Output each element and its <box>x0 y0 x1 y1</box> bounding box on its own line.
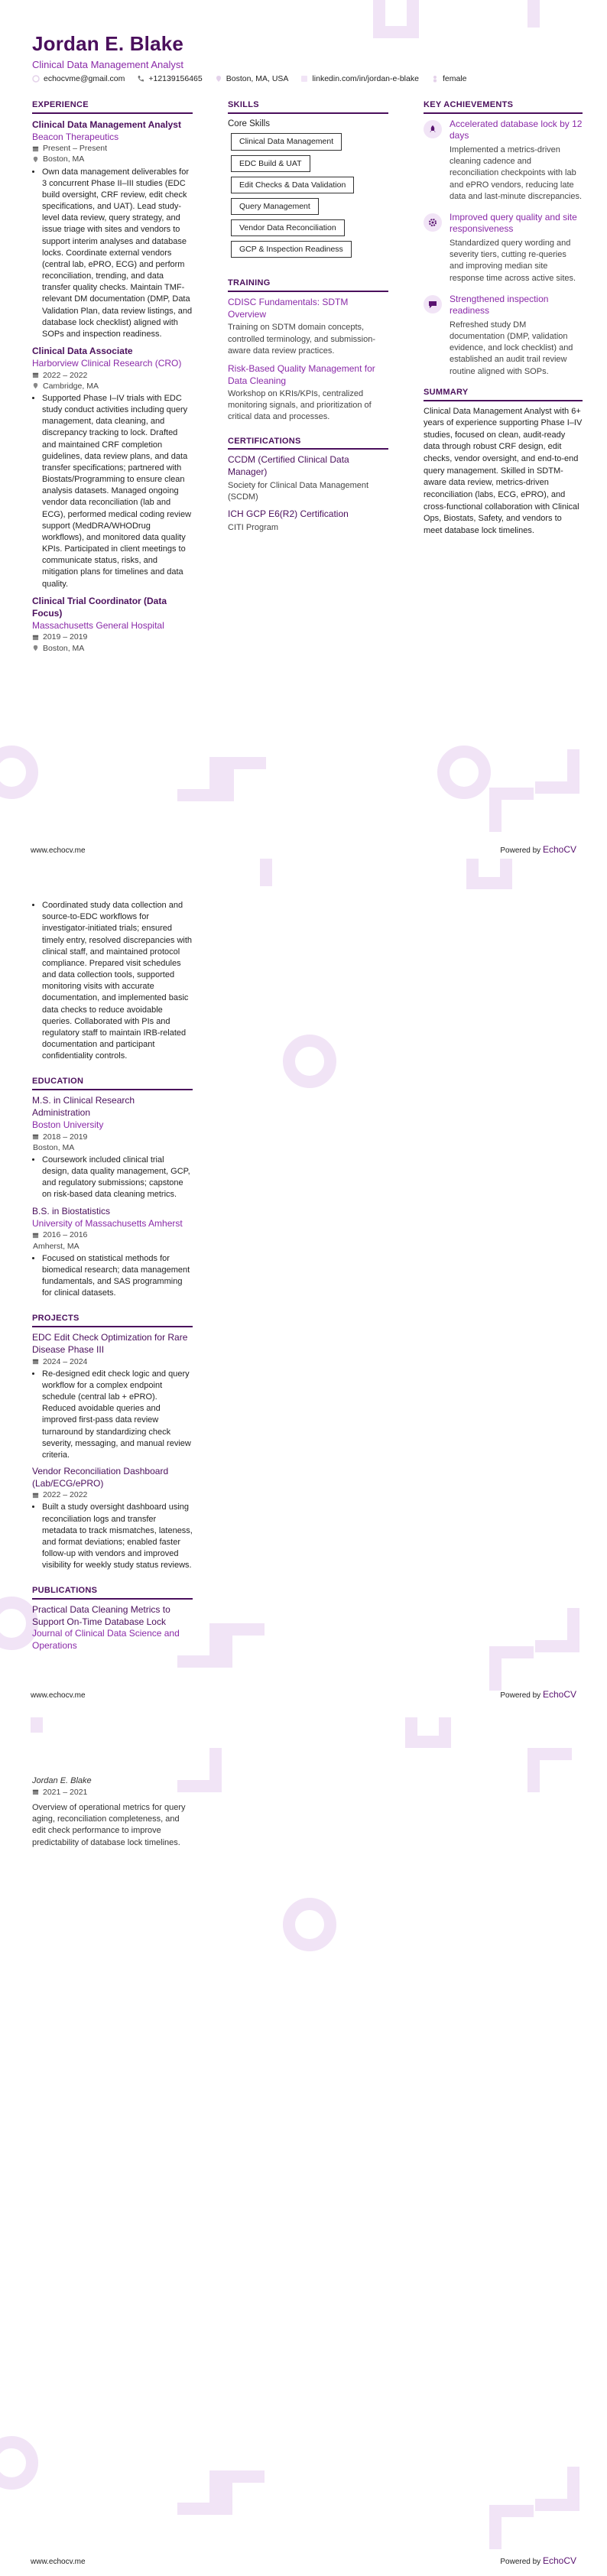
skill-chip: Edit Checks & Data Validation <box>231 177 354 193</box>
job-bullets <box>42 900 193 1062</box>
experience-item <box>32 595 193 654</box>
skills-heading: SKILLS <box>228 99 388 114</box>
summary-heading: SUMMARY <box>424 387 583 401</box>
job-location-text: Boston, MA <box>43 643 85 653</box>
decor-shape <box>222 757 266 801</box>
footer-powered-text: Powered by <box>500 2558 541 2566</box>
calendar-icon <box>32 1788 39 1795</box>
cert-org: Society for Clinical Data Management (SCDM) <box>228 480 369 502</box>
publications-heading: PUBLICATIONS <box>32 1585 193 1600</box>
page-1 <box>0 0 607 859</box>
skill-chip: GCP & Inspection Readiness <box>231 241 352 258</box>
job-bullets <box>42 393 193 590</box>
cert-org: CITI Program <box>228 522 279 532</box>
project-title: EDC Edit Check Optimization for Rare Disease Phase III <box>32 1332 188 1355</box>
page2-column <box>32 900 193 1652</box>
skill-chip: Query Management <box>231 198 319 215</box>
decor-shape <box>489 788 534 832</box>
project-dates-text: 2024 – 2024 <box>43 1356 88 1366</box>
publication-dates-text: 2021 – 2021 <box>43 1787 88 1797</box>
decor-shape <box>31 1717 76 1733</box>
achievement-item <box>424 212 583 284</box>
edu-bullets <box>42 1155 193 1201</box>
publication-desc: Overview of operational metrics for query aging, reconciliation completeness, and edit check performance to improve predictability of database lock timelines. <box>32 1803 186 1847</box>
calendar-icon <box>32 372 39 378</box>
phone-icon <box>137 75 144 83</box>
project-dates <box>32 1356 193 1367</box>
training-title: CDISC Fundamentals: SDTM Overview <box>228 297 349 320</box>
calendar-icon <box>32 634 39 641</box>
job-bullet: • Coordinated study data collection and source-to-EDC workflows for investigator-initiated trials; ensured timely entry, resolved discrepancies with clinical staff, and maintained protocol compliance. Prepared visit schedules and data collection tools, supported monitoring visits with accurate documentation, and implemented basic data checks to reduce avoidable queries. Collaborated with PIs and regulatory staff to maintain IRB-related documentation and participant confidentiality controls. <box>42 900 193 1062</box>
skill-chip: Vendor Data Reconciliation <box>231 219 345 236</box>
job-dates-text: 2019 – 2019 <box>43 632 88 642</box>
job-dates <box>32 370 193 381</box>
job-bullets <box>42 167 193 341</box>
decor-shape <box>489 2505 534 2549</box>
edu-dates-text: 2016 – 2016 <box>43 1230 88 1240</box>
gender-text: female <box>442 74 467 83</box>
contact-email[interactable] <box>32 73 125 84</box>
experience-item <box>32 345 193 590</box>
page-footer <box>31 843 576 856</box>
decor-shape <box>0 746 38 799</box>
job-location-text: Cambridge, MA <box>43 381 99 391</box>
decor-shape <box>220 1623 265 1668</box>
map-pin-icon <box>215 75 222 83</box>
page3-column <box>32 1775 193 1855</box>
degree: B.S. in Biostatistics <box>32 1205 111 1217</box>
publication-author: Jordan E. Blake <box>32 1776 92 1785</box>
decor-shape <box>437 746 491 799</box>
job-dates <box>32 143 193 154</box>
decor-shape <box>177 2470 222 2515</box>
skills-subheading: Core Skills <box>228 119 270 128</box>
training-desc: Workshop on KRIs/KPIs, centralized monitoring signals, and prioritization of critical data and processes. <box>228 389 372 422</box>
achievements-column <box>424 99 583 537</box>
contact-location <box>215 73 289 84</box>
footer-site[interactable]: www.echocv.me <box>31 2558 86 2566</box>
decor-shape <box>373 0 419 38</box>
footer-powered <box>500 2555 576 2568</box>
candidate-name: Jordan E. Blake <box>32 32 184 55</box>
project-item <box>32 1466 193 1571</box>
skill-chip: Clinical Data Management <box>231 133 342 150</box>
achievement-desc: Implemented a metrics-driven cleaning cadence and reconciliation checkpoints with lab and ePRO vendors, reducing late data and last-minute discrepancies. <box>450 145 583 201</box>
footer-site[interactable]: www.echocv.me <box>31 1691 86 1700</box>
achievements-heading: KEY ACHIEVEMENTS <box>424 99 583 114</box>
skill-chip: EDC Build & UAT <box>231 155 310 172</box>
cert-title: CCDM (Certified Clinical Data Manager) <box>228 454 349 478</box>
decor-shape <box>220 2470 265 2515</box>
map-pin-icon <box>32 382 39 389</box>
decor-shape <box>489 1646 534 1691</box>
project-bullets <box>42 1502 193 1571</box>
page-3 <box>0 1717 607 2576</box>
linkedin-icon <box>300 75 308 83</box>
training-desc: Training on SDTM domain concepts, controlled terminology, and submission-aware data review practices. <box>228 323 375 356</box>
decor-shape <box>260 859 306 886</box>
experience-column <box>32 99 193 654</box>
calendar-icon <box>32 1133 39 1140</box>
project-item <box>32 1332 193 1461</box>
decor-shape <box>527 1748 572 1792</box>
job-company: Massachusetts General Hospital <box>32 620 164 632</box>
job-dates-text: Present – Present <box>43 144 108 154</box>
footer-powered <box>500 1688 576 1701</box>
page-footer <box>31 1688 576 1701</box>
footer-brand[interactable]: EchoCV <box>542 844 576 855</box>
phone-text: +12139156465 <box>148 74 203 83</box>
decor-shape <box>405 1717 451 1748</box>
job-location <box>32 643 193 654</box>
decor-shape <box>466 859 512 889</box>
calendar-icon <box>32 1232 39 1239</box>
calendar-icon <box>32 1492 39 1499</box>
linkedin-text: linkedin.com/in/jordan-e-blake <box>312 74 419 83</box>
calendar-icon <box>32 145 39 152</box>
project-bullets <box>42 1369 193 1461</box>
edu-bullets <box>42 1253 193 1300</box>
calendar-icon <box>32 1358 39 1365</box>
email-text: echocvme@gmail.com <box>44 74 125 83</box>
decor-shape <box>283 1898 336 1951</box>
decor-shape <box>283 1035 336 1088</box>
projects-heading: PROJECTS <box>32 1313 193 1327</box>
achievement-item <box>424 119 583 203</box>
decor-shape <box>535 1608 579 1652</box>
contact-bar <box>32 73 466 84</box>
cert-title: ICH GCP E6(R2) Certification <box>228 508 349 520</box>
skills-column <box>228 99 388 540</box>
map-pin-icon <box>32 645 39 651</box>
project-dates-text: 2022 – 2022 <box>43 1490 88 1500</box>
achievement-desc: Refreshed study DM documentation (DMP, validation evidence, and lock checklist) and established an audit trail review routine aligned with SOPs. <box>450 320 573 376</box>
contact-linkedin[interactable] <box>300 73 419 84</box>
contact-gender <box>431 73 467 84</box>
decor-shape <box>535 2467 579 2511</box>
edu-location <box>32 1142 193 1153</box>
candidate-role: Clinical Data Management Analyst <box>32 59 183 70</box>
gear-icon <box>424 213 442 232</box>
education-item <box>32 1206 193 1300</box>
decor-shape <box>527 0 573 28</box>
training-title: Risk-Based Quality Management for Data Cleaning <box>228 362 375 386</box>
job-company: Harborview Clinical Research (CRO) <box>32 358 182 369</box>
project-bullet: • Built a study oversight dashboard using reconciliation logs and transfer metadata to track mismatches, lateness, and format deviations; enabled faster follow-up with vendors and improved visibility for weekly study status reviews. <box>42 1502 193 1571</box>
job-dates <box>32 632 193 642</box>
rocket-icon <box>424 120 442 138</box>
person-icon <box>431 75 439 83</box>
job-bullet: • Own data management deliverables for 3 concurrent Phase II–III studies (EDC build oversight, CRF review, edit check specifications, and UAT). Lead study-level data review, query strategy, and issue triage with sites and vendors to support interim analyses and database locks. Coordinate external vendors (central lab, ePRO, ECG) and perform reconciliation, trending, and data transfer quality checks. Maintain TMF-relevant DM documentation (DMP, Data Validation Plan, data review listings, and database lock checklist) aligned with SOPs and inspection readiness. <box>42 167 193 341</box>
page-footer <box>31 2555 576 2568</box>
achievement-title: Strengthened inspection readiness <box>450 293 549 317</box>
edu-dates <box>32 1132 193 1142</box>
job-dates-text: 2022 – 2022 <box>43 370 88 380</box>
achievement-title: Accelerated database lock by 12 days <box>450 118 583 141</box>
job-title: Clinical Data Management Analyst <box>32 119 181 130</box>
achievement-title: Improved query quality and site responsiveness <box>450 211 577 235</box>
footer-powered <box>500 843 576 856</box>
education-heading: EDUCATION <box>32 1076 193 1090</box>
footer-brand[interactable]: EchoCV <box>542 1689 576 1700</box>
decor-shape <box>177 757 222 801</box>
education-item <box>32 1095 193 1200</box>
job-location-text: Boston, MA <box>43 154 85 164</box>
footer-site[interactable]: www.echocv.me <box>31 846 86 855</box>
project-title: Vendor Reconciliation Dashboard (Lab/ECG/ePRO) <box>32 1466 169 1489</box>
edu-dates <box>32 1230 193 1240</box>
decor-shape <box>0 2436 38 2490</box>
edu-location-text: Boston, MA <box>33 1142 75 1152</box>
publication-journal: Journal of Clinical Data Science and Operations <box>32 1628 180 1652</box>
summary-text: Clinical Data Management Analyst with 6+ years of experience supporting Phase I–IV studies, focused on clean, audit-ready data through robust CRF design, edit checks, vendor oversight, and end-to-end query management. Skilled in SDTM-aware data review, metrics-driven reconciliation (labs, ECG, ePRO), and cross-functional collaboration with Clinical Ops, Biostats, Safety, and vendors to meet database lock timelines. <box>424 406 583 535</box>
school: Boston University <box>32 1119 104 1131</box>
job-location <box>32 154 193 164</box>
project-bullet: • Re-designed edit check logic and query workflow for a complex endpoint schedule (central lab + ePRO). Reduced avoidable queries and improved first-pass data review turnaround by standardizing check severity, messaging, and manual review criteria. <box>42 1369 193 1461</box>
edu-dates-text: 2018 – 2019 <box>43 1132 88 1142</box>
degree: M.S. in Clinical Research Administration <box>32 1095 135 1118</box>
experience-heading: EXPERIENCE <box>32 99 193 114</box>
certifications-heading: CERTIFICATIONS <box>228 436 388 450</box>
school: University of Massachusetts Amherst <box>32 1218 183 1230</box>
footer-brand[interactable]: EchoCV <box>542 2555 576 2566</box>
edu-bullet: • Focused on statistical methods for biomedical research; data management fundamentals, and SAS programming for clinical datasets. <box>42 1253 193 1300</box>
chat-icon <box>424 295 442 313</box>
edu-location <box>32 1241 193 1252</box>
job-location <box>32 381 193 391</box>
project-dates <box>32 1489 193 1500</box>
job-bullet: • Supported Phase I–IV trials with EDC study conduct activities including query management, data cleaning, and discrepancy tracking to lock. Drafted and maintained CRF completion guidelines, data review plans, and data transfer specifications; partnered with Biostats/Programming to ensure clean analysis datasets. Managed ongoing vendor data reconciliation (lab and ECG), performed medical coding review support (MedDRA/WHODrug workflows), and monitored data quality KPIs. Participated in client meetings to communicate status, risks, and mitigation plans for timelines and data quality. <box>42 393 193 590</box>
training-heading: TRAINING <box>228 278 388 292</box>
edu-bullet: • Coursework included clinical trial design, data quality management, GCP, and regulatory submissions; capstone on risk-based data cleaning metrics. <box>42 1155 193 1201</box>
location-text: Boston, MA, USA <box>226 74 289 83</box>
job-company: Beacon Therapeutics <box>32 132 119 143</box>
page-2 <box>0 859 607 1717</box>
decor-shape <box>535 749 579 794</box>
edu-location-text: Amherst, MA <box>33 1241 80 1251</box>
job-title: Clinical Trial Coordinator (Data Focus) <box>32 595 167 619</box>
at-icon <box>32 75 40 83</box>
achievement-desc: Standardized query wording and severity tiers, cutting re-queries and improving median site response time across active sites. <box>450 239 576 283</box>
footer-powered-text: Powered by <box>500 846 541 855</box>
map-pin-icon <box>32 156 39 163</box>
publication-dates <box>32 1787 193 1798</box>
achievement-item <box>424 294 583 378</box>
publication-title: Practical Data Cleaning Metrics to Support On-Time Database Lock <box>32 1604 170 1627</box>
contact-phone[interactable] <box>137 73 202 84</box>
footer-powered-text: Powered by <box>500 1691 541 1700</box>
experience-item <box>32 119 193 340</box>
job-title: Clinical Data Associate <box>32 346 133 357</box>
